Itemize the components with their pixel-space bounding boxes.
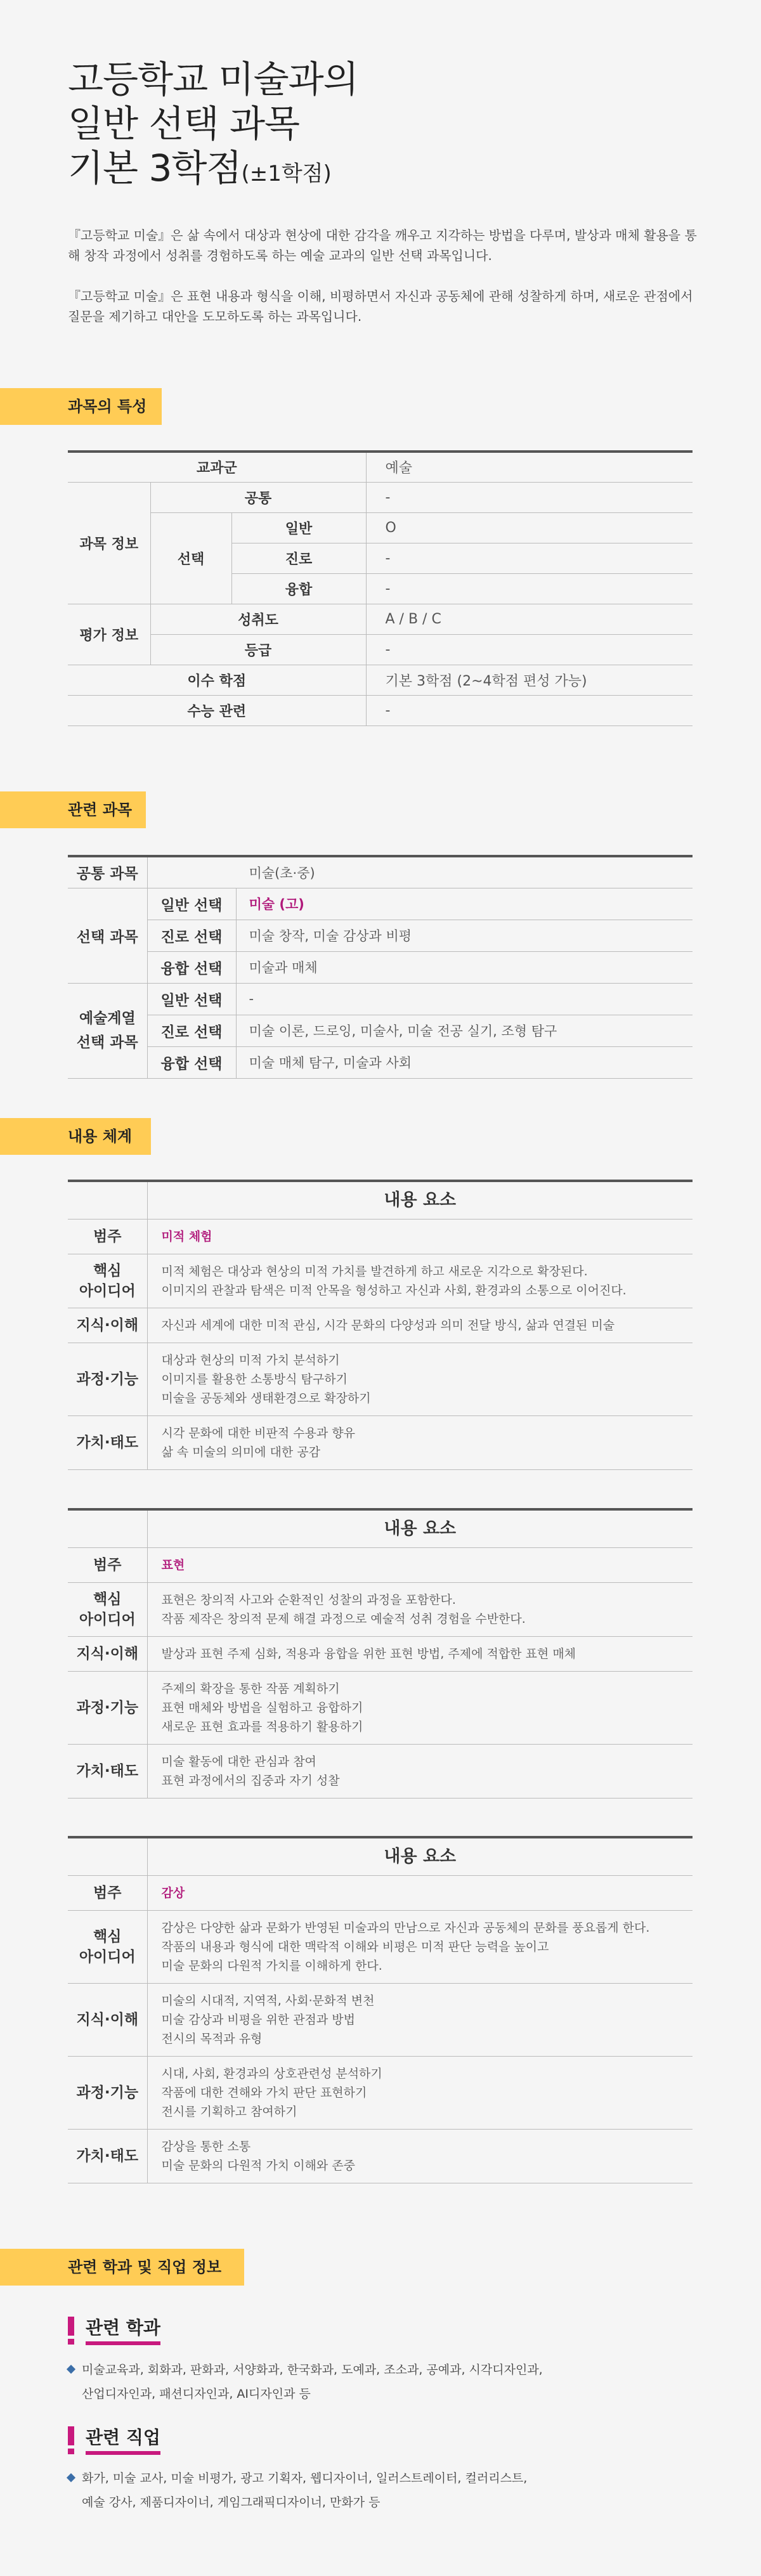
table-row (68, 983, 693, 1015)
art-label-2: 선택 과목 (76, 1034, 138, 1051)
title-credit-range: (±1학점) (241, 161, 332, 186)
core-value (147, 1582, 693, 1636)
related-career-label: 진로 선택 (147, 920, 236, 951)
art-select-label (68, 983, 147, 1078)
list-item (68, 2466, 702, 2490)
skill-value (147, 1671, 693, 1744)
table-row (68, 695, 693, 725)
core-line: 미적 체험은 대상과 현상의 미적 가치를 발견하게 하고 새로운 지각으로 확장된다. (161, 1264, 588, 1278)
core-label-2: 아이디어 (79, 1611, 136, 1628)
skill-label: 과정·기능 (68, 1671, 147, 1744)
category-label: 범주 (68, 1219, 147, 1254)
content-header: 내용 요소 (147, 1509, 693, 1547)
title-credit: 기본 3학점 (68, 146, 242, 190)
select-label: 선택 (150, 512, 231, 604)
section-header-content: 내용 체계 (0, 1118, 151, 1155)
core-line: 감상은 다양한 삶과 문화가 반영된 미술과의 만남으로 자신과 공동체의 문화를 풍요롭게 한다. (161, 1920, 650, 1935)
career-value: - (366, 543, 693, 573)
related-job-title: 관련 직업 (86, 2426, 160, 2455)
category-value: 감상 (147, 1875, 693, 1910)
info-label: 과목 정보 (68, 482, 150, 604)
value-value (147, 1744, 693, 1798)
value-value (147, 2129, 693, 2183)
related-common-label: 공통 과목 (68, 856, 147, 888)
knowledge-label: 지식·이해 (68, 1636, 147, 1671)
table-row (68, 2129, 693, 2183)
table-row (68, 1547, 693, 1582)
table-row (68, 1875, 693, 1910)
knowledge-line: 발상과 표현 주제 심화, 적용과 융합을 위한 표현 방법, 주제에 적합한 표현 매체 (161, 1646, 576, 1661)
related-career-value: 미술 창작, 미술 감상과 비평 (236, 920, 693, 951)
related-dept-title: 관련 학과 (86, 2316, 160, 2345)
credit-label: 이수 학점 (68, 665, 366, 695)
bullet-diamond-icon (67, 2473, 75, 2482)
table-row (68, 1181, 693, 1219)
section-header-traits: 과목의 특성 (0, 388, 162, 425)
knowledge-label: 지식·이해 (68, 1308, 147, 1343)
grade-label: 등급 (150, 634, 366, 665)
value-line: 삶 속 미술의 의미에 대한 공감 (161, 1445, 320, 1459)
related-common-value: 미술(초·중) (147, 856, 693, 888)
table-row (68, 2056, 693, 2129)
intro-paragraph-2: 『고등학교 미술』은 표현 내용과 형식을 이해, 비평하면서 자신과 공동체에 관해 성찰하게 하며, 새로운 관점에서 질문을 제기하고 대안을 도모하도록 하는 과목입니다. (68, 289, 693, 324)
table-row (68, 888, 693, 920)
page-title (68, 57, 358, 196)
common-label: 공통 (150, 482, 366, 512)
exclamation-icon (68, 2317, 74, 2345)
dept-line-1: 미술교육과, 회화과, 판화과, 서양화과, 한국화과, 도예과, 조소과, 공예과, 시각디자인과, (82, 2363, 543, 2377)
skill-line: 주제의 확장을 통한 작품 계획하기 (161, 1681, 340, 1696)
knowledge-line: 전시의 목적과 유형 (161, 2031, 263, 2046)
related-table (68, 855, 693, 1079)
core-label (68, 1582, 147, 1636)
career-label: 진로 (231, 543, 366, 573)
content-table-1 (68, 1180, 693, 1470)
knowledge-value (147, 1636, 693, 1671)
skill-line: 전시를 기획하고 참여하기 (161, 2104, 297, 2119)
category-value: 표현 (147, 1547, 693, 1582)
content-header: 내용 요소 (147, 1837, 693, 1875)
table-row (68, 1343, 693, 1415)
core-line: 표현은 창의적 사고와 순환적인 성찰의 과정을 포함한다. (161, 1592, 456, 1607)
table-row (68, 1636, 693, 1671)
core-line: 작품 제작은 창의적 문제 해결 과정으로 예술적 성취 경험을 수반한다. (161, 1611, 526, 1626)
value-label: 가치·태도 (68, 2129, 147, 2183)
core-line: 작품의 내용과 형식에 대한 맥락적 이해와 비평은 미적 판단 능력을 높이고 (161, 1939, 549, 1954)
skill-line: 새로운 표현 효과를 적용하기 활용하기 (161, 1719, 363, 1734)
skill-line: 시대, 사회, 환경과의 상호관련성 분석하기 (161, 2066, 382, 2081)
suneung-value: - (366, 695, 693, 725)
table-row (68, 920, 693, 951)
value-label: 가치·태도 (68, 1744, 147, 1798)
job-line-1: 화가, 미술 교사, 미술 비평가, 광고 기획자, 웹디자이너, 일러스트레이터, 컬러리스트, (82, 2471, 528, 2485)
table-row (68, 1415, 693, 1469)
related-job-heading (68, 2426, 160, 2455)
table-row (68, 512, 693, 543)
core-label-1: 핵심 (93, 1590, 122, 1608)
table-row (68, 1015, 693, 1046)
table-row (68, 1509, 693, 1547)
art-fusion-value: 미술 매체 탐구, 미술과 사회 (236, 1046, 693, 1078)
eval-label: 평가 정보 (68, 604, 150, 665)
section-header-careers: 관련 학과 및 직업 정보 (0, 2249, 244, 2286)
core-label-2: 아이디어 (79, 1282, 136, 1299)
traits-table (68, 450, 693, 726)
table-row (68, 1837, 693, 1875)
value-line: 시각 문화에 대한 비판적 수용과 향유 (161, 1426, 356, 1440)
title-line-3 (68, 146, 358, 196)
dept-line-2: 산업디자인과, 패션디자인과, AI디자인과 등 (82, 2387, 311, 2401)
knowledge-line: 미술 감상과 비평을 위한 관점과 방법 (161, 2012, 356, 2027)
related-fusion-value: 미술과 매체 (236, 951, 693, 983)
table-row (68, 1254, 693, 1308)
general-value: O (366, 512, 693, 543)
core-label-2: 아이디어 (79, 1948, 136, 1965)
core-label-1: 핵심 (93, 1928, 122, 1945)
value-line: 감상을 통한 소통 (161, 2139, 251, 2154)
related-dept-list (68, 2358, 702, 2406)
fusion-value: - (366, 573, 693, 604)
table-row (68, 1983, 693, 2056)
value-line: 표현 과정에서의 집중과 자기 성찰 (161, 1773, 340, 1788)
knowledge-value (147, 1983, 693, 2056)
value-value (147, 1415, 693, 1469)
core-line: 이미지의 관찰과 탐색은 미적 안목을 형성하고 자신과 사회, 환경과의 소통으로 이어진다. (161, 1283, 627, 1298)
suneung-label: 수능 관련 (68, 695, 366, 725)
job-line-2: 예술 강사, 제품디자이너, 게임그래픽디자이너, 만화가 등 (82, 2495, 380, 2509)
knowledge-label: 지식·이해 (68, 1983, 147, 2056)
achieve-label: 성취도 (150, 604, 366, 634)
art-label-1: 예술계열 (79, 1010, 136, 1027)
table-row (68, 482, 693, 512)
title-line-2: 일반 선택 과목 (68, 102, 300, 145)
table-row (68, 634, 693, 665)
category-label: 범주 (68, 1547, 147, 1582)
related-job-list (68, 2466, 702, 2514)
table-row (68, 856, 693, 888)
related-dept-heading (68, 2316, 160, 2345)
credit-value: 기본 3학점 (2~4학점 편성 가능) (366, 665, 693, 695)
skill-value (147, 1343, 693, 1415)
group-label: 교과군 (68, 452, 366, 482)
skill-line: 이미지를 활용한 소통방식 탐구하기 (161, 1372, 348, 1386)
content-table-2 (68, 1508, 693, 1799)
core-label (68, 1910, 147, 1983)
intro (68, 225, 702, 327)
core-label (68, 1254, 147, 1308)
knowledge-value (147, 1308, 693, 1343)
table-row (68, 452, 693, 482)
table-row (68, 1744, 693, 1798)
table-row (68, 1910, 693, 1983)
section-header-related: 관련 과목 (0, 791, 146, 828)
table-row (68, 1046, 693, 1078)
table-row (68, 604, 693, 634)
category-label: 범주 (68, 1875, 147, 1910)
skill-line: 표현 매체와 방법을 실험하고 융합하기 (161, 1700, 363, 1715)
category-value: 미적 체험 (147, 1219, 693, 1254)
bullet-diamond-icon (67, 2365, 75, 2374)
skill-value (147, 2056, 693, 2129)
core-value (147, 1254, 693, 1308)
art-fusion-label: 융합 선택 (147, 1046, 236, 1078)
skill-label: 과정·기능 (68, 2056, 147, 2129)
skill-line: 미술을 공동체와 생태환경으로 확장하기 (161, 1391, 371, 1405)
related-general-label: 일반 선택 (147, 888, 236, 920)
art-general-value: - (236, 983, 693, 1015)
core-value (147, 1910, 693, 1983)
skill-label: 과정·기능 (68, 1343, 147, 1415)
title-line-1: 고등학교 미술과의 (68, 58, 358, 101)
achieve-value: A / B / C (366, 604, 693, 634)
table-row (68, 951, 693, 983)
related-select-label: 선택 과목 (68, 888, 147, 983)
common-value: - (366, 482, 693, 512)
core-line: 미술 문화의 다원적 가치를 이해하게 한다. (161, 1958, 382, 1973)
table-row (68, 665, 693, 695)
group-value: 예술 (366, 452, 693, 482)
skill-line: 작품에 대한 견해와 가치 판단 표현하기 (161, 2085, 367, 2100)
intro-paragraph-1: 『고등학교 미술』은 삶 속에서 대상과 현상에 대한 감각을 깨우고 지각하는 방법을 다루며, 발상과 매체 활용을 통해 창작 과정에서 성취를 경험하도록 하는 예술 교과의 일반 선택 과목입니다. (68, 228, 697, 263)
value-line: 미술 활동에 대한 관심과 참여 (161, 1754, 316, 1769)
grade-value: - (366, 634, 693, 665)
skill-line: 대상과 현상의 미적 가치 분석하기 (161, 1353, 340, 1367)
knowledge-line: 미술의 시대적, 지역적, 사회·문화적 변천 (161, 1993, 375, 2008)
knowledge-line: 자신과 세계에 대한 미적 관심, 시각 문화의 다양성과 의미 전달 방식, 삶과 연결된 미술 (161, 1318, 615, 1332)
fusion-label: 융합 (231, 573, 366, 604)
list-item (68, 2358, 702, 2382)
art-general-label: 일반 선택 (147, 983, 236, 1015)
art-career-value: 미술 이론, 드로잉, 미술사, 미술 전공 실기, 조형 탐구 (236, 1015, 693, 1046)
content-table-3 (68, 1836, 693, 2183)
general-label: 일반 (231, 512, 366, 543)
table-row (68, 1671, 693, 1744)
art-career-label: 진로 선택 (147, 1015, 236, 1046)
table-row (68, 1308, 693, 1343)
related-general-value: 미술 (고) (236, 888, 693, 920)
value-label: 가치·태도 (68, 1415, 147, 1469)
core-label-1: 핵심 (93, 1262, 122, 1279)
value-line: 미술 문화의 다원적 가치 이해와 존중 (161, 2158, 356, 2173)
exclamation-icon (68, 2426, 74, 2454)
table-row (68, 1582, 693, 1636)
content-header: 내용 요소 (147, 1181, 693, 1219)
table-row (68, 1219, 693, 1254)
related-fusion-label: 융합 선택 (147, 951, 236, 983)
